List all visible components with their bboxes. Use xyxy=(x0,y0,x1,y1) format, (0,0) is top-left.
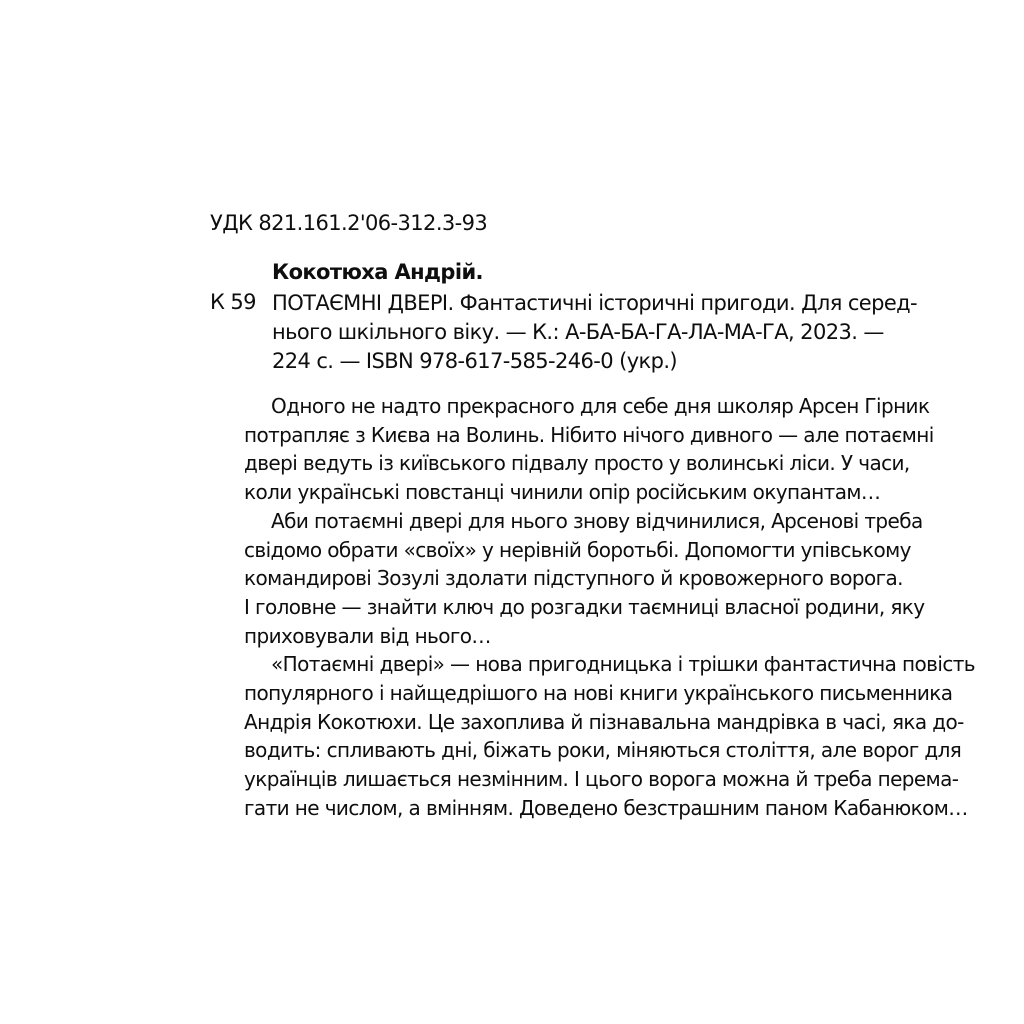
annotation-paragraph xyxy=(244,507,925,651)
bibliographic-line: нього шкільного віку. — К.: А-БА-БА-ГА-ЛА-МА-ГА, 2023. — xyxy=(272,320,884,344)
annotation-line: Андрія Кокотюхи. Це захоплива й пізнавальна мандрівка в часі, яка до- xyxy=(244,709,964,734)
annotation-line: двері ведуть із київського підвалу просто у волинські ліси. У часи, xyxy=(244,451,910,476)
bibliographic-line: ПОТАЄМНІ ДВЕРІ. Фантастичні історичні пригоди. Для серед- xyxy=(272,291,918,315)
annotation xyxy=(244,392,975,823)
annotation-line: гати не числом, а вмінням. Доведено безстрашним паном Кабанюком… xyxy=(244,795,968,820)
annotation-line: популярного і найщедрішого на нові книги українського письменника xyxy=(244,681,953,706)
author-mark-code: К 59 xyxy=(210,290,256,314)
bibliographic-description xyxy=(272,289,918,376)
annotation-line: водить: спливають дні, біжать роки, міняються століття, але ворог для xyxy=(244,738,962,763)
annotation-line: коли українські повстанці чинили опір російським окупантам… xyxy=(244,480,881,505)
annotation-paragraph xyxy=(244,650,975,822)
annotation-line: «Потаємні двері» — нова пригодницька і трішки фантастична повість xyxy=(271,652,975,677)
udk-classification: УДК 821.161.2'06-312.3-93 xyxy=(210,211,488,235)
annotation-line: приховували від нього… xyxy=(244,623,491,648)
author-heading: Кокотюха Андрій. xyxy=(272,260,483,284)
annotation-line: І головне — знайти ключ до розгадки таємниці власної родини, яку xyxy=(244,594,925,619)
annotation-line: командирові Зозулі здолати підступного й кровожерного ворога. xyxy=(244,566,903,591)
annotation-line: Одного не надто прекрасного для себе дня школяр Арсен Гірник xyxy=(271,394,930,418)
annotation-line: українців лишається незмінним. І цього ворога можна й треба перема- xyxy=(244,767,959,792)
annotation-line: Аби потаємні двері для нього знову відчинилися, Арсенові треба xyxy=(271,508,923,533)
annotation-line: свідомо обрати «своїх» у нерівній боротьбі. Допомогти упівському xyxy=(244,537,911,562)
annotation-paragraph xyxy=(244,392,934,507)
annotation-line: потрапляє з Києва на Волинь. Нібито нічого дивного — але потаємні xyxy=(244,422,934,447)
bibliographic-line: 224 с. — ISBN 978-617-585-246-0 (укр.) xyxy=(272,349,678,373)
